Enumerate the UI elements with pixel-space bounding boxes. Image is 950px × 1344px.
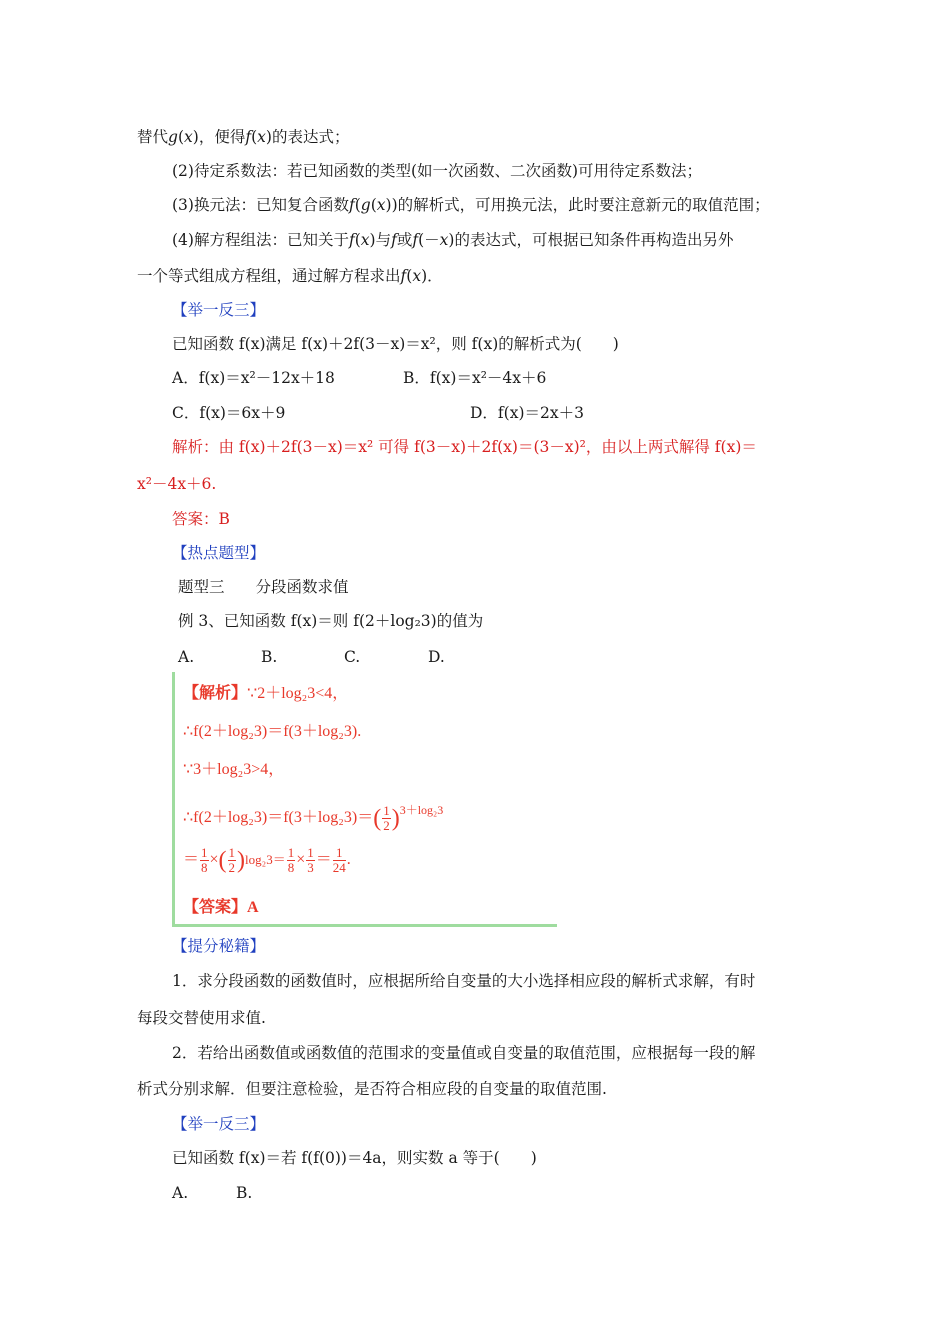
tip-1-cont: 每段交替使用求值.	[137, 1009, 266, 1027]
tips-tag: 【提分秘籍】	[172, 937, 266, 955]
solution-line-1: 【解析】∵2＋log₂3<4，	[183, 685, 349, 702]
example-3-option-c: C.	[344, 648, 361, 666]
hot-type: 题型三 分段函数求值	[178, 578, 349, 596]
tip-2-cont: 析式分别求解．但要注意检验，是否符合相应段的自变量的取值范围.	[137, 1080, 607, 1098]
ex1-option-a: A．f(x)＝x²－12x＋18	[172, 369, 335, 387]
ex2-question: 已知函数 f(x)＝若 f(f(0))＝4a，则实数 a 等于( )	[172, 1149, 537, 1167]
fraction-half-2: $\frac{1}{2}$	[228, 845, 236, 875]
ex2-option-a: A.	[172, 1184, 189, 1202]
ex2-tag: 【举一反三】	[172, 1115, 266, 1133]
fraction-eighth-2: $\frac{1}{8}$	[287, 845, 295, 875]
ex1-option-b: B．f(x)＝x²－4x＋6	[403, 369, 547, 387]
ex2-option-b: B.	[236, 1184, 253, 1202]
ex1-option-c: C．f(x)＝6x＋9	[172, 404, 286, 422]
solution-line-2: ∴f(2＋log₂3)＝f(3＋log₂3).	[183, 723, 362, 740]
ex1-option-d: D．f(x)＝2x＋3	[470, 404, 584, 422]
example-3-question: 例 3、已知函数 f(x)＝则 f(2＋log₂3)的值为	[178, 612, 484, 630]
solution-answer: 【答案】A	[183, 899, 259, 916]
fraction-third: $\frac{1}{3}$	[307, 845, 314, 875]
fraction-half: $\frac{1}{2}$	[383, 802, 390, 833]
tip-1: 1．求分段函数的函数值时，应根据所给自变量的大小选择相应段的解析式求解，有时	[172, 972, 756, 990]
solution-line-5: ＝ $\frac{1}{8}$ ×( $\frac{1}{2}$ )log₂3＝ $\frac{1}{8}$ × $\frac{1}{3}$ ＝ $\frac{1}{24}$ .	[183, 845, 351, 875]
method-3: (3)换元法：已知复合函数f(g(x))的解析式，可用换元法，此时要注意新元的取值范围；	[172, 196, 770, 214]
solution-line-4: ∴f(2＋log₂3)＝f(3＋log₂3)＝( $\frac{1}{2}$ )$^{3+log_23}$	[183, 802, 444, 833]
example-3-option-b: B.	[261, 648, 278, 666]
example-3-option-a: A.	[178, 648, 195, 666]
method-2: (2)待定系数法：若已知函数的类型(如一次函数、二次函数)可用待定系数法；	[172, 162, 703, 180]
ex1-tag: 【举一反三】	[172, 301, 266, 319]
intro-line-1: 替代g(x)，便得f(x)的表达式；	[137, 128, 350, 146]
fraction-eighth: $\frac{1}{8}$	[201, 845, 208, 875]
ex1-question: 已知函数 f(x)满足 f(x)＋2f(3－x)＝x²，则 f(x)的解析式为( )	[172, 335, 619, 353]
ex1-analysis: 解析：由 f(x)＋2f(3－x)＝x² 可得 f(3－x)＋2f(x)＝(3－x)²，由以上两式解得 f(x)＝	[172, 438, 757, 456]
tip-2: 2．若给出函数值或函数值的范围求的变量值或自变量的取值范围，应根据每一段的解	[172, 1044, 756, 1062]
solution-box	[172, 672, 557, 927]
hot-tag: 【热点题型】	[172, 544, 266, 562]
ex1-answer: 答案：B	[172, 510, 230, 528]
solution-line-3: ∵3＋log₂3>4，	[183, 761, 285, 778]
example-3-option-d: D.	[428, 648, 445, 666]
fraction-result: $\frac{1}{24}$	[332, 845, 346, 875]
ex1-analysis-cont: x²－4x＋6.	[137, 475, 217, 493]
method-4: (4)解方程组法：已知关于f(x)与f或f(－x)的表达式，可根据已知条件再构造出另外	[172, 231, 734, 249]
method-4-cont: 一个等式组成方程组，通过解方程求出f(x)．	[137, 267, 443, 285]
